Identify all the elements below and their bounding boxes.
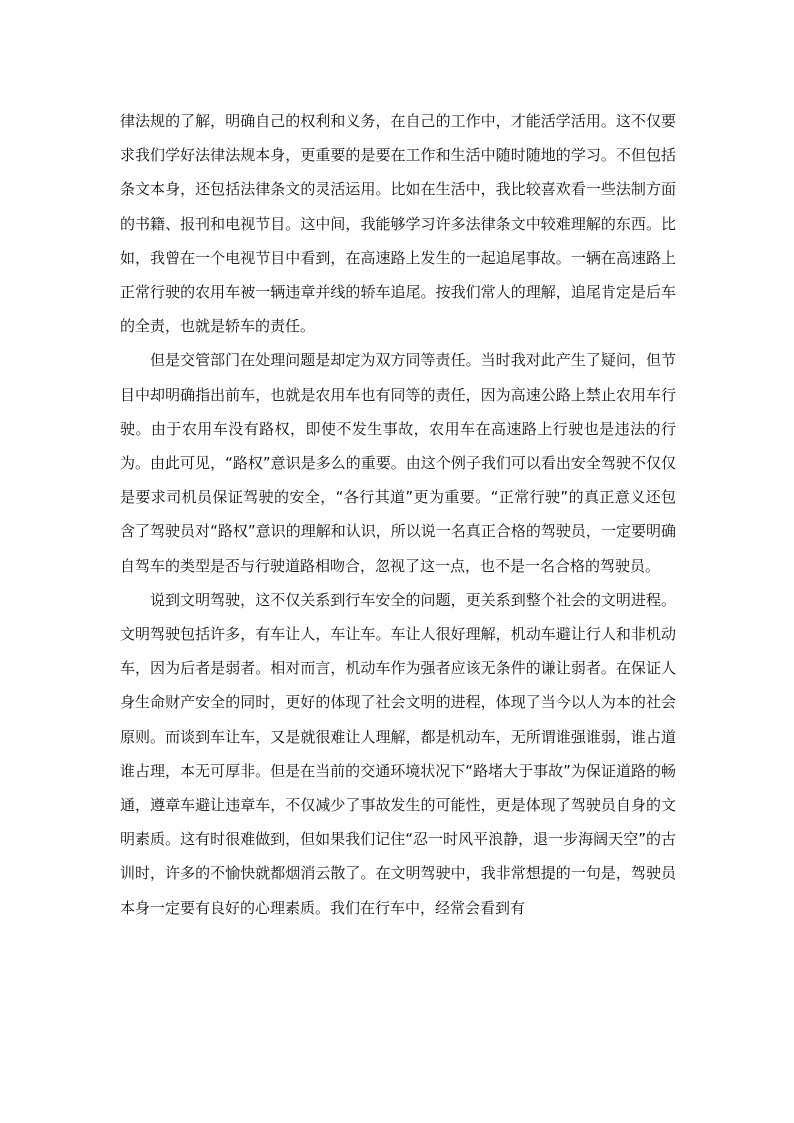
paragraph-2: 但是交管部门在处理问题是却定为双方同等责任。当时我对此产生了疑问，但节目中却明确指出前车，也就是农用车也有同等的责任，因为高速公路上禁止农用车行驶。由于农用车没有路权，即使不发生事故，农用车在高速路上行驶也是违法的行为。由此可见，“路权”意识是多么的重要。由这个例子我们可以看出安全驾驶不仅仅是要求司机员保证驾驶的安全，“各行其道”更为重要。“正常行驶”的真正意义还包含了驾驶员对“路权”意识的理解和认识，所以说一名真正合格的驾驶员，一定要明确自驾车的类型是否与行驶道路相吻合，忽视了这一点，也不是一名合格的驾驶员。 [120,351,676,575]
document-body [120,104,676,925]
paragraph-1: 律法规的了解，明确自己的权利和义务，在自己的工作中，才能活学活用。这不仅要求我们学好法律法规本身，更重要的是要在工作和生活中随时随地的学习。不但包括条文本身，还包括法律条文的灵活运用。比如在生活中，我比较喜欢看一些法制方面的书籍、报刊和电视节目。这中间，我能够学习许多法律条文中较难理解的东西。比如，我曾在一个电视节目中看到，在高速路上发生的一起追尾事故。一辆在高速路上正常行驶的农用车被一辆违章并线的轿车追尾。按我们常人的理解，追尾肯定是后车的全责，也就是轿车的责任。 [120,112,676,336]
paragraph-3: 说到文明驾驶，这不仅关系到行车安全的问题，更关系到整个社会的文明进程。文明驾驶包括许多，有车让人，车让车。车让人很好理解，机动车避让行人和非机动车，因为后者是弱者。相对而言，机动车作为强者应该无条件的谦让弱者。在保证人身生命财产安全的同时，更好的体现了社会文明的进程，体现了当今以人为本的社会原则。而谈到车让车，又是就很难让人理解，都是机动车，无所谓谁强谁弱，谁占道谁占理，本无可厚非。但是在当前的交通环境状况下“路堵大于事故”为保证道路的畅通，遵章车避让违章车，不仅减少了事故发生的可能性，更是体现了驾驶员自身的文明素质。这有时很难做到，但如果我们记住“忍一时风平浪静，退一步海阔天空”的古训时，许多的不愉快就都烟消云散了。在文明驾驶中，我非常想提的一句是，驾驶员本身一定要有良好的心理素质。我们在行车中，经常会看到有 [120,590,676,917]
